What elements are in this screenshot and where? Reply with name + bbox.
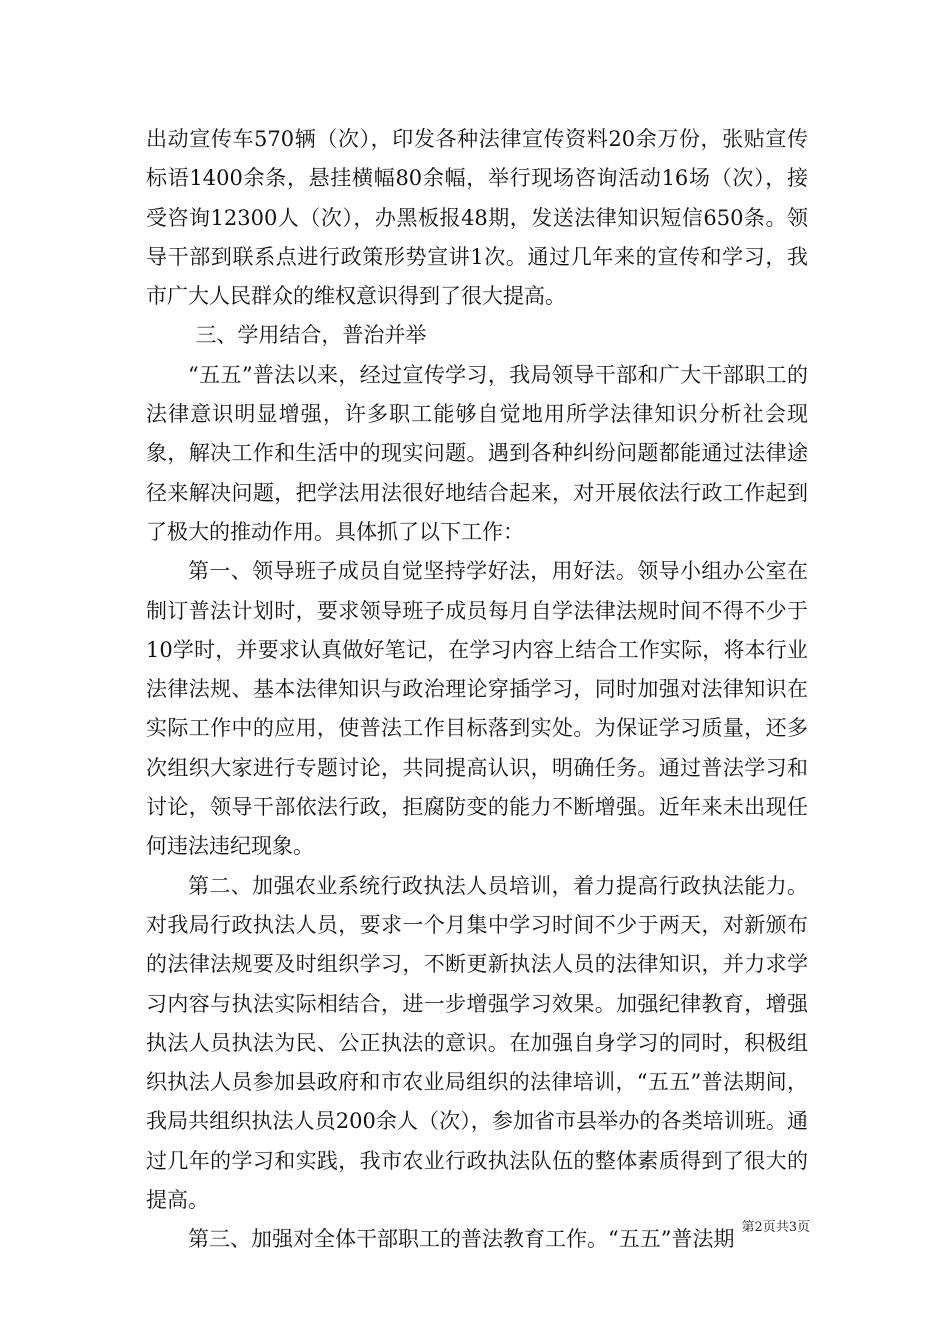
paragraph-legal-awareness: “五五”普法以来，经过宣传学习，我局领导干部和广大干部职工的法律意识明显增强，许多职工能够自觉地用所学法律知识分析社会现象，解决工作和生活中的现实问题。遇到各种纠纷问题都能通过法律途径来解决问题，把学法用法很好地结合起来，对开展依法行政工作起到了极大的推动作用。具体抓了以下工作： xyxy=(146,362,808,544)
paragraph-third-education: 第三、加强对全体干部职工的普法教育工作。“五五”普法期 xyxy=(188,1227,735,1252)
section-heading-three: 三、学用结合，普治并举 xyxy=(195,323,427,348)
document-body xyxy=(146,120,808,1260)
paragraph-first-leadership: 第一、领导班子成员自觉坚持学好法，用好法。领导小组办公室在制订普法计划时，要求领导班子成员每月自学法律法规时间不得不少于10学时，并要求认真做好笔记，在学习内容上结合工作实际，将本行业法律法规、基本法律知识与政治理论穿插学习，同时加强对法律知识在实际工作中的应用，使普法工作目标落到实处。为保证学习质量，还多次组织大家进行专题讨论，共同提高认识，明确任务。通过普法学习和讨论，领导干部依法行政，拒腐防变的能力不断增强。近年来未出现任何违法违纪现象。 xyxy=(146,559,808,859)
page-number-footer: 第2页共3页 xyxy=(741,1220,810,1235)
paragraph-second-training: 第二、加强农业系统行政执法人员培训，着力提高行政执法能力。对我局行政执法人员，要求一个月集中学习时间不少于两天，对新颁布的法律法规要及时组织学习，不断更新执法人员的法律知识，并力求学习内容与执法实际相结合，进一步增强学习效果。加强纪律教育，增强执法人员执法为民、公正执法的意识。在加强自身学习的同时，积极组织执法人员参加县政府和市农业局组织的法律培训，“五五”普法期间，我局共组织执法人员200余人（次），参加省市县举办的各类培训班。通过几年的学习和实践，我市农业行政执法队伍的整体素质得到了很大的提高。 xyxy=(146,873,808,1213)
paragraph-propaganda-stats: 出动宣传车570辆（次），印发各种法律宣传资料20余万份，张贴宣传标语1400余条，悬挂横幅80余幅，举行现场咨询活动16场（次），接受咨询12300人（次），办黑板报48期，发送法律知识短信650条。领导干部到联系点进行政策形势宣讲1次。通过几年来的宣传和学习，我市广大人民群众的维权意识得到了很大提高。 xyxy=(146,127,808,309)
